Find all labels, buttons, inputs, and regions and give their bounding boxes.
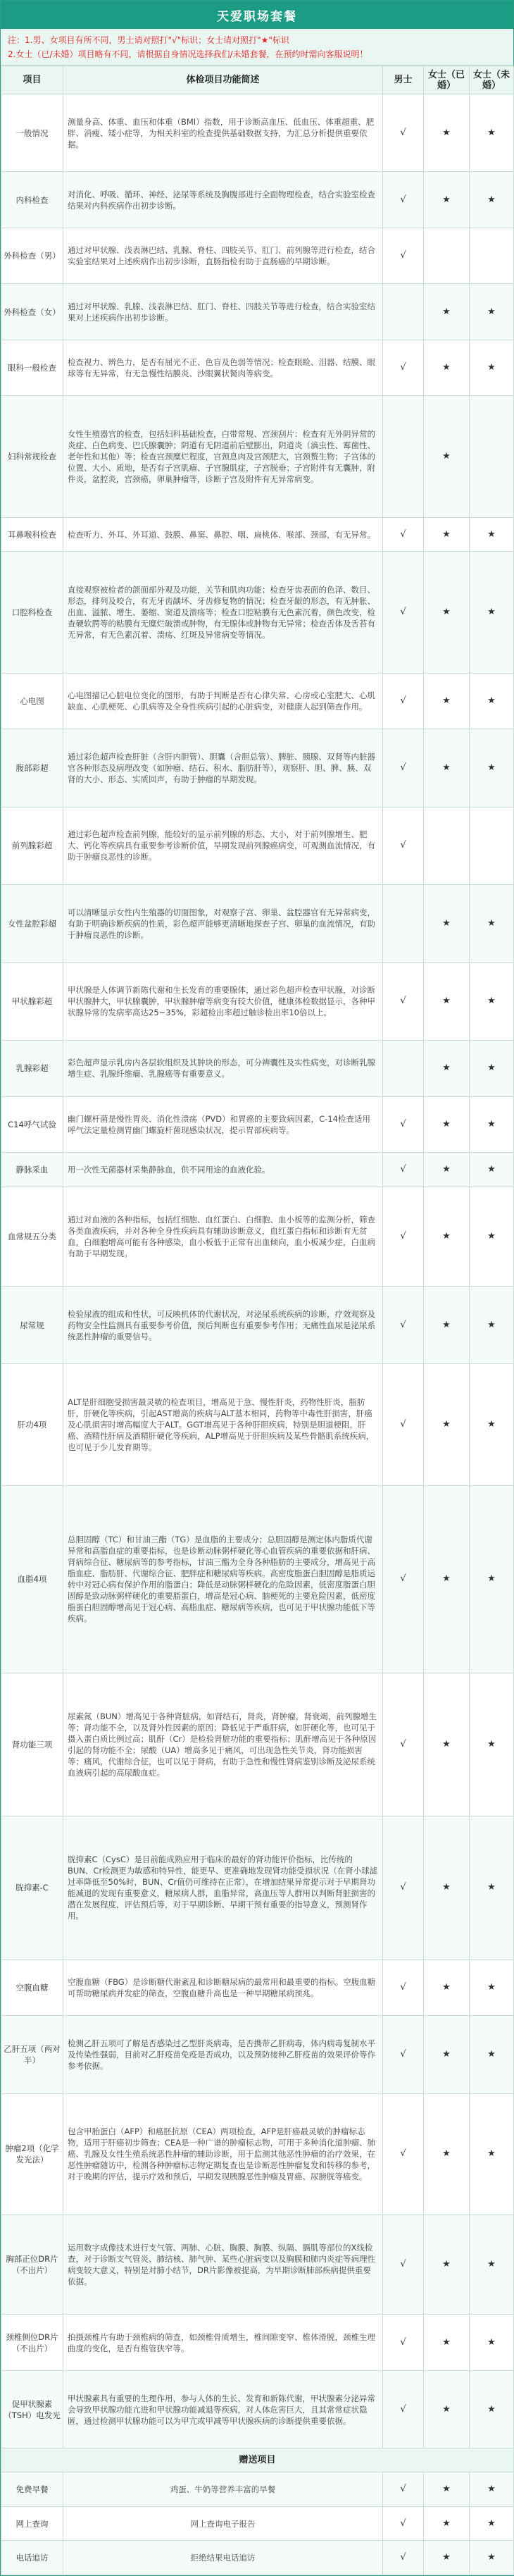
mark-male: √ <box>383 729 424 807</box>
note-line-2: 2.女士（已/未婚）项目略有不同，请根据自身情况选择我们/未婚套餐，在预约时需向客服说明！ <box>8 49 368 59</box>
item-name: 肾功能三项 <box>1 1673 63 1816</box>
mark-female-married: ★ <box>424 673 470 729</box>
table-row <box>1 1096 514 1152</box>
item-name: 腹部彩超 <box>1 729 63 807</box>
mark-female-single: ★ <box>470 2370 514 2448</box>
mark-female-married: ★ <box>424 284 470 340</box>
table-row <box>1 729 514 807</box>
mark-female-single <box>470 228 514 283</box>
table-row <box>1 807 514 884</box>
item-description: 甲状腺是人体调节新陈代谢和生长发育的重要腺体，通过彩色超声检查甲状腺，对诊断甲状腺肿大，甲状腺囊肿，甲状腺肿瘤等病变有较大价值，健康体检数据显示，各种甲状腺异常的发病率高达25~35%，彩超检出率超过触诊检出率10倍以上。 <box>63 962 383 1040</box>
item-description: 可以清晰显示女性内生殖器的切面图象，对观察子宫、卵巢、盆腔器官有无异常病变，有助于明确诊断疾病的性质，彩色超声能够更清晰地探查子宫、卵巢的血流情况，有助于肿瘤良恶性的诊断。 <box>63 885 383 962</box>
table-row <box>1 340 514 395</box>
item-name: 眼科一般检查 <box>1 340 63 395</box>
mark-male: √ <box>383 1673 424 1816</box>
mark-male <box>383 396 424 518</box>
mark-female-single <box>470 396 514 518</box>
mark-female-married: ★ <box>424 2472 470 2506</box>
mark-female-single: ★ <box>470 552 514 674</box>
item-description: 检测乙肝五项可了解是否感染过乙型肝炎病毒，是否携带乙肝病毒，体内病毒复制水平及传染性强弱，目前对乙肝疫苗免疫是否成功，以及预防接种乙肝疫苗的效果评价等作参考依据。 <box>63 2016 383 2093</box>
table-row <box>1 1187 514 1286</box>
table-row <box>1 1287 514 1364</box>
mark-female-married: ★ <box>424 396 470 518</box>
table-row <box>1 2472 514 2506</box>
item-name: 血常规五分类 <box>1 1187 63 1286</box>
table-row <box>1 517 514 551</box>
mark-male: √ <box>383 2315 424 2370</box>
mark-female-single: ★ <box>470 340 514 395</box>
mark-female-married: ★ <box>424 552 470 674</box>
mark-female-married: ★ <box>424 1287 470 1364</box>
mark-male: √ <box>383 1959 424 2015</box>
mark-female-single: ★ <box>470 284 514 340</box>
mark-female-single: ★ <box>470 94 514 172</box>
mark-male <box>383 284 424 340</box>
item-name: 外科检查（女） <box>1 284 63 340</box>
mark-female-married: ★ <box>424 1959 470 2015</box>
mark-female-single: ★ <box>470 2016 514 2093</box>
mark-female-married <box>424 228 470 283</box>
mark-male: √ <box>383 517 424 551</box>
item-description: 彩色超声显示乳房内各层软组织及其肿块的形态，可分辨囊性及实性病变，对诊断乳腺增生症、乳腺纤维瘤、乳腺癌等有重要意义。 <box>63 1041 383 1096</box>
table-row <box>1 962 514 1040</box>
mark-female-single: ★ <box>470 2315 514 2370</box>
gift-section-row <box>1 2448 514 2472</box>
mark-male: √ <box>383 1096 424 1152</box>
page-title: 天爱职场套餐 <box>1 1 513 29</box>
table-row <box>1 1153 514 1187</box>
header-female-single: 女士（未婚） <box>470 66 514 94</box>
mark-female-married: ★ <box>424 1364 470 1486</box>
mark-female-single: ★ <box>470 1959 514 2015</box>
table-row <box>1 396 514 518</box>
mark-female-single: ★ <box>470 2472 514 2506</box>
mark-female-married: ★ <box>424 340 470 395</box>
item-name: 外科检查（男） <box>1 228 63 283</box>
item-name: 血脂4项 <box>1 1485 63 1673</box>
item-name: 颈椎侧位DR片（不出片） <box>1 2315 63 2370</box>
header-item: 项目 <box>1 66 63 94</box>
item-description: 运用数字成像技术进行支气管、两肺、心脏、胸膜、胸膜、纵隔、膈肌等部位的X线检查，对于诊断支气管炎、肺结核、肺气肿、某些心脏病变以及胸膜和肺内炎症等病理性病变较大意义，特别是对肺小结节，DR片影像被提高，为早期诊断肺部疾病提供重要依据。 <box>63 2215 383 2315</box>
item-description: 尿素氮（BUN）增高见于各种肾脏病，如肾结石，肾炎，肾肿瘤，肾衰竭，前列腺增生等；肾功能不全，以及肾外性因素的原因；降低见于严重肝病，如肝硬化等，也可见于摄入蛋白质比例过高；肌酐（Cr）是检验肾脏功能的重要指标；肌酐增高见于各种原因引起的肾功能不全；尿酸（UA）增高多见于痛风，可出现急性关节炎，肾功能损害等；痛风，代谢综合征，也可以见于肾病，有助于急性和慢性肾病鉴别诊断及泌尿系统血液病引起的高尿酸血症。 <box>63 1673 383 1816</box>
item-description: 女性生殖器官的检查，包括妇科基础检查，白带常规、宫颈刮片：检查有无外阴异常的炎症、白色病变、巴氏腺囊肿；阴道有无阴道前后壁膨出，阴道炎（滴虫性、霉菌性、老年性和其他）等；检查宫颈糜烂程度，宫颈息肉及宫颈肥大，宫颈赘生物；子宫体的位置、大小、质地，是否有子宫肌瘤、子宫腺肌症，子宫脱垂；子宫附件有无囊肿，附件炎，盆腔炎，宫颈癌，卵巢肿瘤等，诊断子宫及附件有无异常病变。 <box>63 396 383 518</box>
item-name: 肝功4项 <box>1 1364 63 1486</box>
table-row <box>1 2093 514 2215</box>
mark-male: √ <box>383 172 424 228</box>
mark-male: √ <box>383 1816 424 1960</box>
mark-female-married: ★ <box>424 517 470 551</box>
table-row <box>1 228 514 283</box>
item-description: 检查视力、辨色力，是否有屈光不正、色盲及色弱等情况；检查眼睑、泪器、结膜、眼球等有无异常，有无急慢性结膜炎、沙眼翼状胬肉等病变。 <box>63 340 383 395</box>
item-description: 心电图描记心脏电位变化的图形，有助于判断是否有心律失常、心房或心室肥大、心肌缺血、心肌梗死、心肌病等及全身性疾病引起的心脏病变，对健康人起到筛查作用。 <box>63 673 383 729</box>
mark-male <box>383 885 424 962</box>
item-description: 对消化、呼吸、循环、神经、泌尿等系统及胸腹部进行全面物理检查，结合实验室检查结果对内科疾病作出初步诊断。 <box>63 172 383 228</box>
item-description: 鸡蛋、牛奶等营养丰富的早餐 <box>63 2472 383 2506</box>
mark-male: √ <box>383 94 424 172</box>
header-male: 男士 <box>383 66 424 94</box>
mark-female-single: ★ <box>470 2093 514 2215</box>
table-row <box>1 172 514 228</box>
table-row <box>1 2016 514 2093</box>
table-row <box>1 885 514 962</box>
item-name: 前列腺彩超 <box>1 807 63 884</box>
item-description: 用一次性无菌器材采集静脉血，供不同用途的血液化验。 <box>63 1153 383 1187</box>
item-description: 胱抑素C（CysC）是目前能成熟应用于临床的最好的肾功能评价指标，比传统的BUN、Cr检测更为敏感和特异性，能更早、更准确地发现肾功能受损状况（在肾小球滤过率降低至50%时，BUN、Cr值仍可维持在正常），在增加结果异常提示对于早期肾功能减退的发现有重要意义，糖尿病人群，血脂异常，高血压等人群用以判断肾脏损害的潜在发展程度，评估预后等，对于早期诊断、早期干预有重要的指导意义，预测肾作用。 <box>63 1816 383 1960</box>
mark-female-single: ★ <box>470 517 514 551</box>
item-name: 甲状腺彩超 <box>1 962 63 1040</box>
mark-female-single: ★ <box>470 2541 514 2575</box>
item-name: 一般情况 <box>1 94 63 172</box>
mark-female-married: ★ <box>424 1153 470 1187</box>
mark-female-single: ★ <box>470 673 514 729</box>
mark-female-single: ★ <box>470 1364 514 1486</box>
mark-male: √ <box>383 2370 424 2448</box>
table-row <box>1 552 514 674</box>
mark-female-married: ★ <box>424 885 470 962</box>
mark-female-married <box>424 807 470 884</box>
item-description: 幽门螺杆菌是慢性胃炎、消化性溃疡（PVD）和胃癌的主要致病因素，C-14检查适用呼气法定量检测胃幽门螺旋杆菌现感染状况，提示胃部疾病等。 <box>63 1096 383 1152</box>
mark-female-married: ★ <box>424 1187 470 1286</box>
mark-female-married: ★ <box>424 962 470 1040</box>
mark-male: √ <box>383 1153 424 1187</box>
mark-female-single: ★ <box>470 1187 514 1286</box>
mark-male: √ <box>383 228 424 283</box>
mark-female-single: ★ <box>470 1816 514 1960</box>
items-table <box>1 66 514 2575</box>
mark-male: √ <box>383 2093 424 2215</box>
mark-female-married: ★ <box>424 2506 470 2540</box>
mark-male: √ <box>383 2541 424 2575</box>
header-desc: 体检项目功能简述 <box>63 66 383 94</box>
item-description: 总胆固醇（TC）和甘油三酯（TG）是血脂的主要成分；总胆固醇是测定体内脂质代谢异常和高脂血症的重要指标，也是诊断动脉粥样硬化等心血管疾病的重要依据和肝病、肾病综合征、糖尿病等的参考指标，甘油三酯为全身各种脂肪的主要成分，增高见于高脂血症、脂肪肝、代谢综合征、肥胖症和糖尿病等疾病。高密度脂蛋白胆固醇是脂质运转中对冠心病有保护作用的脂蛋白；降低是动脉粥样硬化的危险因素，低密度脂蛋白胆固醇是致动脉粥样硬化的重要脂蛋白，增高是冠心病、脑梗死的主要危险因素，低密度脂蛋白胆固醇增高见于冠心病、高脂血症、糖尿病等疾病，也可见于甲状腺功能低下等疾病。 <box>63 1485 383 1673</box>
item-description: ALT是肝细胞受损害最灵敏的检查项目，增高见于急、慢性肝炎，药物性肝炎，脂肪肝，肝硬化等疾病，引起AST增高的疾病与ALT基本相同，药物等中毒性肝损害，肝癌及心肌损害时增高幅度大于ALT。GGT增高见于各种肝胆疾病，特别是胆道梗阻，肝癌、酒精性肝病及酒精肝硬化等疾病，ALP增高见于肝胆疾病及某些骨骼肌系统疾病，也可见于少儿发育期等。 <box>63 1364 383 1486</box>
table-row <box>1 1816 514 1960</box>
table-row <box>1 2315 514 2370</box>
mark-female-married: ★ <box>424 1816 470 1960</box>
table-row <box>1 1673 514 1816</box>
mark-female-married: ★ <box>424 1041 470 1096</box>
mark-female-single: ★ <box>470 2506 514 2540</box>
mark-female-single <box>470 807 514 884</box>
mark-female-married: ★ <box>424 2215 470 2315</box>
mark-female-single: ★ <box>470 885 514 962</box>
mark-male: √ <box>383 1364 424 1486</box>
item-description: 甲状腺素具有重要的生理作用，参与人体的生长、发育和新陈代谢，甲状腺素分泌异常会导致甲状腺功能亢进和甲状腺功能减退等疾病，对人体危害巨大，且其常常症状隐匿，通过检测甲状腺功能可以为甲亢或甲减等甲状腺疾病的诊断提供重要依据。 <box>63 2370 383 2448</box>
mark-female-single: ★ <box>470 1287 514 1364</box>
table-row <box>1 94 514 172</box>
mark-female-married: ★ <box>424 2016 470 2093</box>
mark-male: √ <box>383 673 424 729</box>
mark-female-single: ★ <box>470 729 514 807</box>
mark-female-married: ★ <box>424 1485 470 1673</box>
item-description: 检查听力、外耳、外耳道、鼓膜、鼻窦、鼻腔、咽、扁桃体、喉部、颈部，有无异常。 <box>63 517 383 551</box>
mark-male: √ <box>383 962 424 1040</box>
table-row <box>1 1959 514 2015</box>
mark-female-married: ★ <box>424 172 470 228</box>
mark-male: √ <box>383 2472 424 2506</box>
table-row <box>1 2215 514 2315</box>
mark-male: √ <box>383 807 424 884</box>
note-line-1: 注：1.男、女项目有所不同，男士请对照打"√"标识；女士请对照打"★"标识 <box>8 35 289 45</box>
table-row <box>1 1041 514 1096</box>
mark-female-married: ★ <box>424 1673 470 1816</box>
item-name: 乳腺彩超 <box>1 1041 63 1096</box>
mark-female-single: ★ <box>470 172 514 228</box>
mark-female-single: ★ <box>470 962 514 1040</box>
item-description: 通过对甲状腺、乳腺、浅表淋巴结、肛门、脊柱、四肢关节等进行检查，结合实验室结果对上述疾病作出初步诊断。 <box>63 284 383 340</box>
header-female-married: 女士（已婚） <box>424 66 470 94</box>
mark-male: √ <box>383 1485 424 1673</box>
mark-female-single: ★ <box>470 1041 514 1096</box>
item-name: 肿瘤2项（化学发光法） <box>1 2093 63 2215</box>
item-name: 胱抑素-C <box>1 1816 63 1960</box>
mark-female-single: ★ <box>470 1485 514 1673</box>
table-row <box>1 1485 514 1673</box>
item-description: 测量身高、体重、血压和体重（BMI）指数，用于诊断高血压、低血压、体重超重、肥胖、消瘦、矮小症等，为相关科室的检查提供基础数据支持，为汇总分析提供重要依据。 <box>63 94 383 172</box>
item-name: 口腔科检查 <box>1 552 63 674</box>
table-row <box>1 673 514 729</box>
item-description: 通过对甲状腺、浅表淋巴结、乳腺、脊柱、四肢关节、肛门、前列腺等进行检查，结合实验室结果对上述疾病作出初步诊断，直肠指检有助于直肠癌的早期诊断。 <box>63 228 383 283</box>
mark-male: √ <box>383 1287 424 1364</box>
item-name: C14呼气试验 <box>1 1096 63 1152</box>
mark-male: √ <box>383 552 424 674</box>
item-name: 内科检查 <box>1 172 63 228</box>
mark-male: √ <box>383 1187 424 1286</box>
item-name: 女性盆腔彩超 <box>1 885 63 962</box>
item-description: 通过对血液的各种指标，包括红细胞、血红蛋白、白细胞、血小板等的监测分析，筛查各类血液疾病，并对各种全身性疾病具有辅助诊断意义，血红蛋白指标和诊断有无贫血，白细胞增高可能有各种感染，血小板低于正常有出血倾向，血小板减少症，白血病有助于早期发现。 <box>63 1187 383 1286</box>
item-description: 空腹血糖（FBG）是诊断糖代谢紊乱和诊断糖尿病的最常用和最重要的指标。空腹血糖可帮助糖尿病并发症的筛查，空腹血糖升高也是一种早期糖尿病预兆。 <box>63 1959 383 2015</box>
item-description: 通过彩色超声检查肝脏（含肝内胆管）、胆囊（含胆总管）、脾脏、胰腺、双肾等内脏器官各种形态及病理改变（如肿瘤、结石、积水、脂肪肝等），观察肝、胆、脾、胰、双肾的大小、形态、实质回声，有助于肿瘤的早期发现。 <box>63 729 383 807</box>
mark-female-single: ★ <box>470 1153 514 1187</box>
item-description: 通过彩色超声检查前列腺，能较好的显示前列腺的形态、大小，对于前列腺增生、肥大、钙化等疾病具有重要参考诊断价值，早期发现前列腺癌病变，可观测血流情况，有助于肿瘤良恶性的诊断。 <box>63 807 383 884</box>
table-row <box>1 1364 514 1486</box>
table-body <box>1 94 514 2575</box>
mark-female-single: ★ <box>470 1673 514 1816</box>
mark-female-married: ★ <box>424 2093 470 2215</box>
mark-female-single: ★ <box>470 2215 514 2315</box>
table-row <box>1 2541 514 2575</box>
item-name: 静脉采血 <box>1 1153 63 1187</box>
mark-female-married: ★ <box>424 2541 470 2575</box>
item-description: 直接观察被检者的颌面部外观及功能，关节和肌肉功能；检查牙齿表面的色泽、数目、形态，排列及咬合，有无牙齿龋坏、牙齿修复物的情况；检查牙龈的形态，有无肿胀、出血、溢脓、增生、萎缩、窦道及溃疡等；检查口腔粘膜有无色素沉着，颜色改变，检查硬软腭等的粘膜有无糜烂破溃或肿物，有无腺体或肿物有无异常；检查舌体及舌苔有无异常，有无色素沉着、溃疡、红斑及异常病变等情况。 <box>63 552 383 674</box>
mark-female-married: ★ <box>424 1096 470 1152</box>
item-name: 免费早餐 <box>1 2472 63 2506</box>
item-description: 包含甲胎蛋白（AFP）和癌胚抗原（CEA）两项检查，AFP是肝癌最灵敏的肿瘤标志物，适用于肝癌初步筛查；CEA是一种广谱的肿瘤标志物，可用于多种消化道肿瘤、肺癌、乳腺及女性生殖系统恶性肿瘤的辅助诊断，用于监测其他恶性肿瘤的治疗效果，在恶性肿瘤随访中，检测各种肿瘤标志物定期复查也是诊断恶性肿瘤复发和转移的参考，对于晚期的评估，提示疗效和预后，早期发现胰腺恶性肿瘤及胃癌、尿膀胱等癌变。 <box>63 2093 383 2215</box>
item-name: 乙肝五项（两对半） <box>1 2016 63 2093</box>
mark-male <box>383 1041 424 1096</box>
mark-female-married: ★ <box>424 2315 470 2370</box>
mark-female-single: ★ <box>470 1096 514 1152</box>
item-description: 拍摄颈椎片有助于颈椎病的筛查，如颈椎骨质增生，椎间隙变窄、椎体滑脱，颈椎生理曲度的变化，是否有椎管狭窄等。 <box>63 2315 383 2370</box>
table-row <box>1 284 514 340</box>
item-name: 妇科常规检查 <box>1 396 63 518</box>
mark-female-married: ★ <box>424 94 470 172</box>
item-name: 耳鼻喉科检查 <box>1 517 63 551</box>
item-name: 尿常规 <box>1 1287 63 1364</box>
item-description: 拒绝结果电话追访 <box>63 2541 383 2575</box>
mark-male: √ <box>383 2215 424 2315</box>
notes-box <box>1 29 513 66</box>
mark-male: √ <box>383 340 424 395</box>
item-name: 胸部正位DR片（不出片） <box>1 2215 63 2315</box>
mark-male: √ <box>383 2506 424 2540</box>
mark-female-married: ★ <box>424 729 470 807</box>
item-name: 电话追访 <box>1 2541 63 2575</box>
item-name: 网上查询 <box>1 2506 63 2540</box>
mark-female-married: ★ <box>424 2370 470 2448</box>
gift-section-label: 赠送项目 <box>1 2448 514 2472</box>
table-row <box>1 2370 514 2448</box>
table-row <box>1 2506 514 2540</box>
item-name: 空腹血糖 <box>1 1959 63 2015</box>
item-name: 心电图 <box>1 673 63 729</box>
item-description: 网上查询电子报告 <box>63 2506 383 2540</box>
item-description: 检验尿液的组成和性状，可反映机体的代谢状况，对泌尿系统疾病的诊断，疗效观察及药物安全性监测具有重要参考价值，预后判断也有重要参考作用；无痛性血尿是泌尿系统恶性肿瘤的重要信号。 <box>63 1287 383 1364</box>
mark-male: √ <box>383 2016 424 2093</box>
item-name: 促甲状腺素（TSH）电发光 <box>1 2370 63 2448</box>
table-header-row <box>1 66 514 94</box>
